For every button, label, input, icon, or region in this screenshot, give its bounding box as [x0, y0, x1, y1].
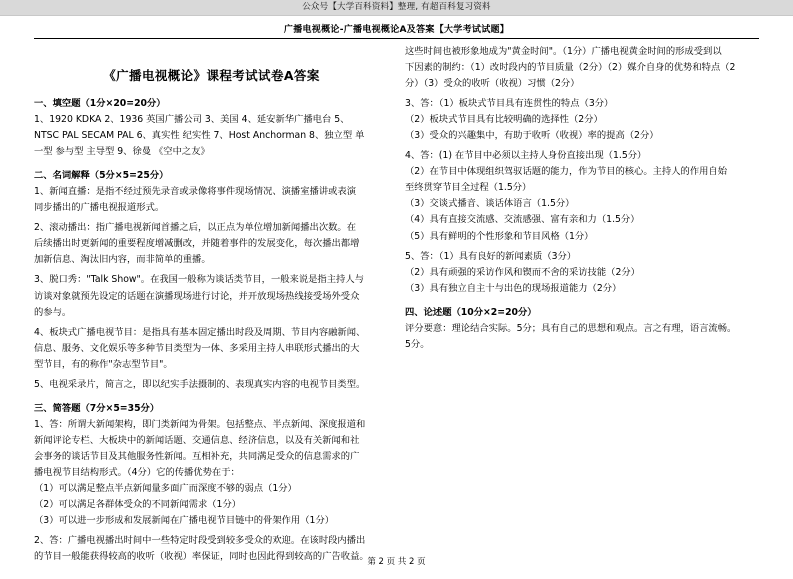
left-column [34, 96, 389, 573]
essay-heading: 四、论述题（10分×2=20分） [405, 306, 537, 318]
section-fill-in-blank [34, 96, 389, 159]
fill-in-blank-line-3: 一型 参与型 主导型 9、徐曼 《空中之友》 [34, 146, 210, 158]
fill-in-blank-heading: 一、填空题（1分×20=20分） [34, 98, 166, 109]
term-5-line-1: 5、电视采录片，简言之，即以纪实手法摄制的、表现真实内容的电视节目类型。 [34, 378, 366, 390]
page-footer [0, 555, 793, 567]
page-number: 第 2 页 共 2 页 [367, 557, 426, 567]
term-3-line-2: 访谈对象就预先设定的话题在演播现场进行讨论，并开放现场热线接受场外受众 [34, 290, 360, 302]
short-answer-heading: 三、简答题（7分×5=35分） [34, 402, 160, 414]
short-answer-1-line-1: 1、答：所谓大新闻架构，即门类新闻为骨架。包括整点、半点新闻、深度报道和 [34, 418, 366, 430]
short-answer-1-line-3: 会事务的谈话节目及其他服务性新闻。互相补充，共同满足受众的信息需求的广 [34, 450, 360, 462]
short-answer-4-line-3: 至终贯穿节目全过程（1.5分） [405, 182, 532, 194]
short-answer-2-line-2: 的节目一般能获得较高的收听（收视）率保证，同时也因此得到较高的广告收益。 [34, 551, 369, 563]
section-right-continued [405, 44, 760, 296]
term-2-line-3: 加新信息、淘汰旧内容，而非简单的重播。 [34, 254, 211, 266]
short-answer-5-line-2: （2）具有顽强的采访作风和锲而不舍的采访技能（2分） [405, 266, 640, 278]
essay-line-2: 5分。 [405, 338, 430, 350]
section-essay [405, 305, 760, 352]
term-1-line-1: 1、新闻直播：是指不经过预先录音或录像将事件现场情况、演播室播讲或表演 [34, 186, 357, 198]
short-answer-4-line-4: （3）交谈式播音、谈话体语言（1.5分） [405, 198, 575, 210]
continued-line-2: 下因素的制约：（1）改时段内的节目质量（2分）（2）媒介自身的优势和特点（2 [405, 62, 736, 74]
term-explanation-heading: 二、名词解释（5分×5=25分） [34, 170, 169, 182]
short-answer-1-point-3: （3）可以进一步形成和发展新闻在广播电视节目链中的骨架作用（1分） [34, 515, 335, 527]
short-answer-1-line-4: 播电视节目结构形式。（4分）它的传播优势在于： [34, 466, 240, 478]
short-answer-1-point-1: （1）可以满足整点半点新闻量多面广而深度不够的弱点（1分） [34, 483, 297, 495]
short-answer-1-line-2: 新闻评论专栏、大板块中的新闻话题、交通信息、经济信息，以及有关新闻和社 [34, 434, 360, 446]
section-short-answer [34, 401, 389, 564]
short-answer-4-line-5: （4）具有直接交流感、交流感强、富有亲和力（1.5分） [405, 214, 640, 226]
header-divider [34, 38, 759, 39]
short-answer-1-point-2: （2）可以满足各群体受众的不同新闻需求（1分） [34, 499, 242, 511]
term-3-line-3: 的参与。 [34, 306, 72, 318]
fill-in-blank-line-2: NTSC PAL SECAM PAL 6、真实性 纪实性 7、Host Anchorman 8、独立型 单 [34, 130, 365, 142]
short-answer-4-line-2: （2）在节目中体现组织驾驭话题的能力，作为节目的核心。主持人的作用自始 [405, 166, 728, 178]
short-answer-5-line-3: （3）具有独立自主十与出色的现场报道能力（2分） [405, 282, 622, 294]
short-answer-5-line-1: 5、答：（1）具有良好的新闻素质（3分） [405, 250, 577, 262]
page-title: 《广播电视概论》课程考试试卷A答案 [103, 68, 320, 83]
term-1-line-2: 同步播出的广播电视报道形式。 [34, 202, 165, 214]
short-answer-2-line-1: 2、答：广播电视播出时间中一些特定时段受到较多受众的欢迎。在该时段内播出 [34, 535, 366, 547]
fill-in-blank-line-1: 1、1920 KDKA 2、1936 英国广播公司 3、美国 4、延安新华广播电台 5、 [34, 114, 350, 126]
short-answer-3-line-2: （2）板块式节目具有比较明确的选择性（2分） [405, 114, 603, 126]
term-4-line-3: 型节目，有的称作"杂志型节目"。 [34, 358, 173, 370]
continued-line-1: 这些时间也被形象地成为"黄金时间"。（1分）广播电视黄金时间的形成受到以 [405, 46, 722, 57]
section-term-explanation [34, 168, 389, 392]
term-4-line-2: 信息、服务、文化娱乐等多种节目类型为一体、多采用主持人串联形式播出的大 [34, 342, 360, 354]
essay-line-1: 评分要意：理论结合实际。5分；具有自己的思想和观点。言之有理，语言流畅。 [405, 322, 737, 334]
short-answer-3-line-1: 3、答：（1）板块式节目具有连贯性的特点（3分） [405, 98, 614, 110]
term-2-line-2: 后续播出时更新闻的重要程度增减删改，并随着事件的发展变化，每次播出都增 [34, 238, 360, 250]
promo-banner: 公众号【大学百科资料】整理, 有超百科复习资料 [0, 0, 793, 16]
document-header: 广播电视概论-广播电视概论A及答案【大学考试试题】 [283, 25, 510, 35]
short-answer-4-line-1: 4、答：(1) 在节目中必须以主持人身份直接出现（1.5分） [405, 150, 647, 162]
term-3-line-1: 3、脱口秀："Talk Show"。在我国一般称为谈话类节目，一般来说是指主持人与 [34, 274, 364, 286]
short-answer-3-line-3: （3）受众的兴趣集中，有助于收听（收视）率的提高（2分） [405, 130, 659, 142]
right-column [405, 44, 760, 361]
term-2-line-1: 2、滚动播出：指广播电视新闻首播之后，以正点为单位增加新闻播出次数。在 [34, 222, 357, 234]
term-4-line-1: 4、板块式广播电视节目：是指具有基本固定播出时段及周期、节目内容融新闻、 [34, 326, 366, 338]
continued-line-3: 分）（3）受众的收听（收视）习惯（2分） [405, 78, 580, 90]
short-answer-4-line-6: （5）具有鲜明的个性形象和节目风格（1分） [405, 230, 594, 242]
